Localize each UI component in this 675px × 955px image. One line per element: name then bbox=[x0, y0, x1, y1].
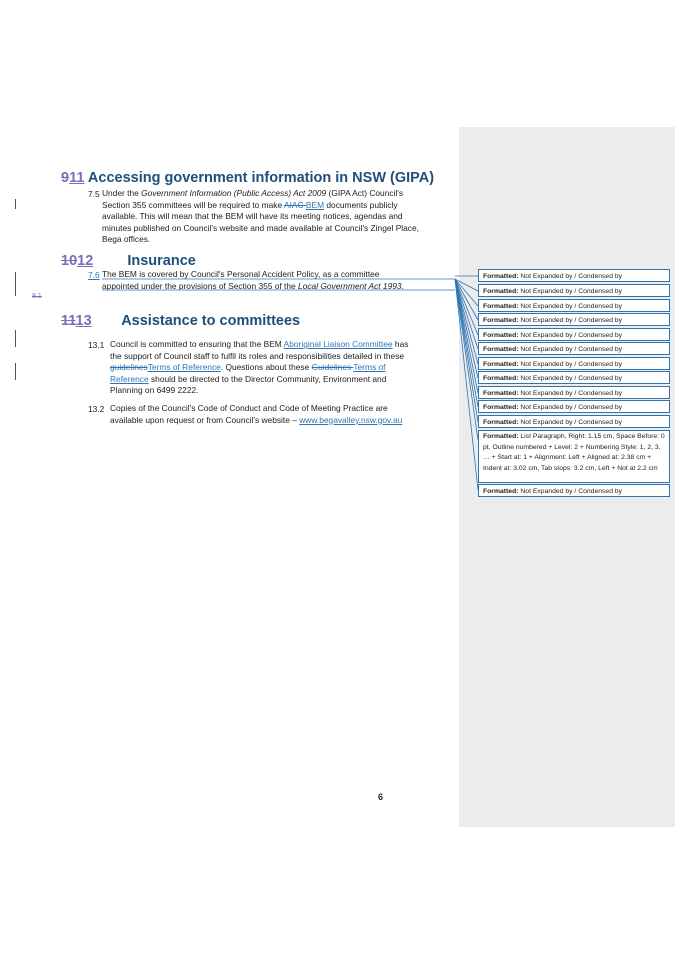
comment-balloon[interactable]: Formatted: Not Expanded by / Condensed by bbox=[478, 357, 670, 370]
comment-balloon[interactable]: Formatted: Not Expanded by / Condensed by bbox=[478, 328, 670, 341]
heading-assistance-title: Assistance to committees bbox=[121, 313, 301, 329]
page-number: 6 bbox=[378, 792, 384, 802]
comment-balloon[interactable]: Formatted: Not Expanded by / Condensed by bbox=[478, 269, 670, 282]
comment-balloon[interactable]: Formatted: Not Expanded by / Condensed by bbox=[478, 386, 670, 399]
connector-line bbox=[455, 279, 478, 378]
comment-balloon[interactable]: Formatted: Not Expanded by / Condensed by bbox=[478, 371, 670, 384]
comment-balloon[interactable]: Formatted: Not Expanded by / Condensed by bbox=[478, 284, 670, 297]
para-number: 7.6 bbox=[88, 270, 100, 280]
heading-insurance: 1012 Insurance bbox=[61, 253, 196, 269]
comment-balloon[interactable]: Formatted: Not Expanded by / Condensed by bbox=[478, 299, 670, 312]
comment-balloon[interactable]: Formatted: Not Expanded by / Condensed by bbox=[478, 484, 670, 497]
para-number: 7.5 bbox=[88, 189, 100, 199]
comment-balloon[interactable]: Formatted: Not Expanded by / Condensed by bbox=[478, 313, 670, 326]
assistance-paragraph-1: Council is committed to ensuring that the BEM Aboriginal Liaison Committee has the support of Council staff to fulfil its roles and responsibilities detailed in these guidelinesTerms of Reference. Questions about these Guidelines Terms of Reference should be directed to the Director Community, Environment and Planning on 6499 2222. bbox=[110, 339, 409, 396]
para-number: 13.2 bbox=[88, 404, 105, 414]
heading-insurance-title: Insurance bbox=[127, 253, 196, 269]
comment-balloon[interactable]: Formatted: Not Expanded by / Condensed by bbox=[478, 415, 670, 428]
para-number: 13.1 bbox=[88, 340, 105, 350]
heading-assistance: 1113 Assistance to committees bbox=[61, 313, 301, 329]
heading-gipa: 911 Accessing government information in NSW (GIPA) bbox=[61, 170, 435, 186]
connector-line bbox=[455, 279, 478, 490]
gipa-paragraph: Under the Government Information (Public Access) Act 2009 (GIPA Act) Council's Section 355 committees will be required to make AIAC BEM documents publicly available. This will mean that the BEM will have its meeting notices, agendas and minutes published on Council's website and made available at Council's Zingel Place, Bega offices. bbox=[102, 188, 419, 245]
assistance-paragraph-2: Copies of the Council's Code of Conduct and Code of Meeting Practice are available upon request or from Council's website – www.begavalley.nsw.gov.au bbox=[110, 403, 403, 425]
heading-gipa-title: Accessing government information in NSW (GIPA) bbox=[87, 170, 435, 186]
comment-balloon[interactable]: Formatted: Not Expanded by / Condensed by bbox=[478, 342, 670, 355]
website-link[interactable]: www.begavalley.nsw.gov.au bbox=[299, 414, 403, 425]
comment-balloon[interactable]: Formatted: Not Expanded by / Condensed by bbox=[478, 400, 670, 413]
insurance-paragraph: The BEM is covered by Council's Personal Accident Policy, as a committee appointed under the provisions of Section 355 of the Local Government Act 1993. bbox=[102, 269, 404, 291]
deleted-margin-number: 8.1 bbox=[32, 293, 42, 300]
comment-balloon-list-paragraph[interactable]: Formatted: List Paragraph, Right: 1.15 cm, Space Before: 0 pt, Outline numbered + Level: 2 + Numbering Style: 1, 2, 3, … + Start at: 1 + Alignment: Left + Aligned at: 2.38 cm + Indent at: 3.02 cm, Tab stops: 3.2 cm, Left + Not at 2.2 cm bbox=[478, 430, 670, 483]
connector-line bbox=[455, 279, 478, 440]
aboriginal-liaison-committee-link[interactable]: Aboriginal Liaison Committee bbox=[283, 339, 393, 349]
